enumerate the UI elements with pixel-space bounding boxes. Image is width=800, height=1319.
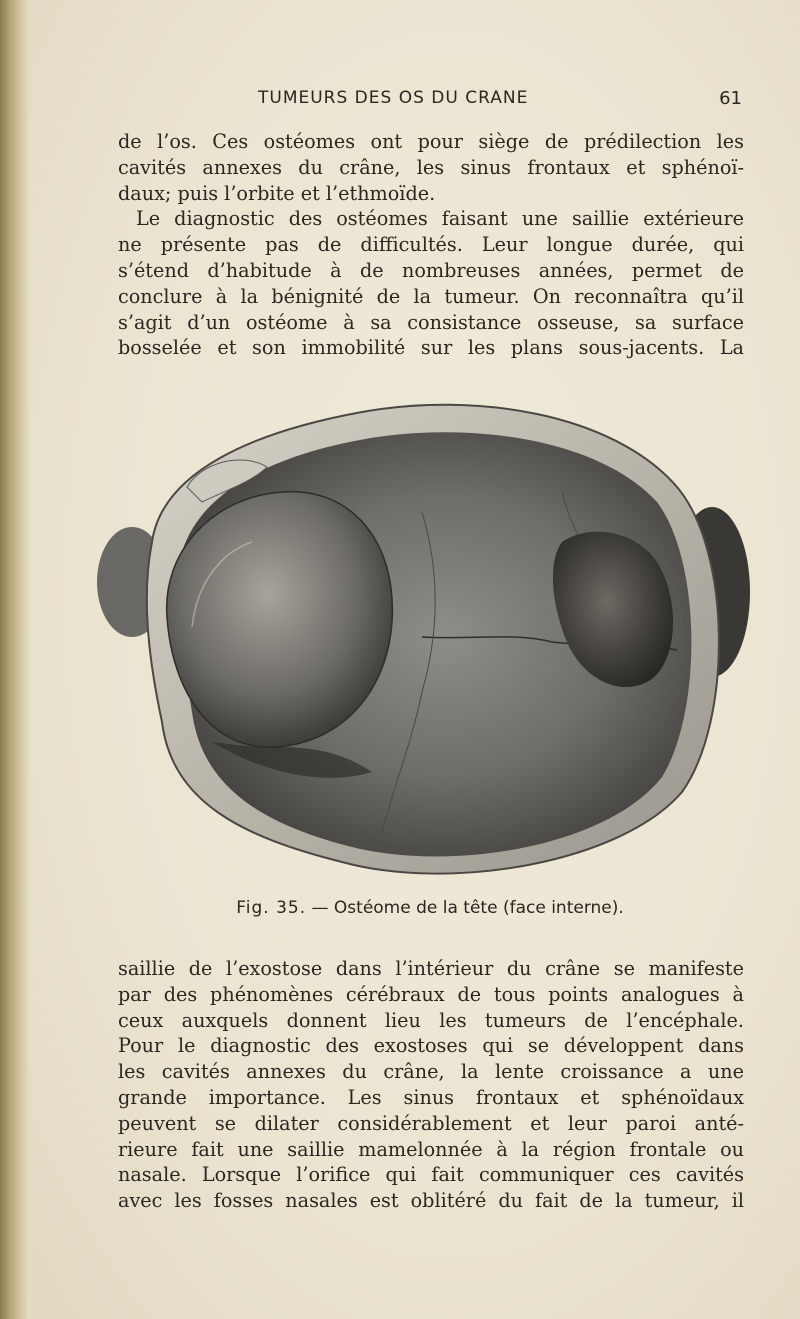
skull-interior-illustration [92,392,752,887]
text-line: bosselée et son immobilité sur les plans sous-jacents. La [118,336,744,360]
text-line: Pour le diagnostic des exostoses qui se développent dans [118,1034,744,1058]
text-line: par des phénomènes cérébraux de tous points analogues à [118,982,744,1006]
top-paragraph [118,129,744,361]
book-binding-edge [0,0,30,1319]
figure-number: Fig. 35. [236,898,307,918]
text-line: peuvent se dilater considérablement et leur paroi anté- [118,1111,744,1135]
figure-caption [90,898,770,918]
text-line: de l’os. Ces ostéomes ont pour siège de prédilection les [118,130,744,153]
page-number: 61 [719,88,742,109]
text-line: conclure à la bénignité de la tumeur. On reconnaîtra qu’il [118,284,744,308]
text-line: grande importance. Les sinus frontaux et sphénoïdaux [118,1085,744,1109]
text-line: les cavités annexes du crâne, la lente croissance a une [118,1060,744,1084]
running-title: TUMEURS DES OS DU CRANE [258,88,529,108]
book-page [30,0,800,1319]
text-line: avec les fosses nasales est oblitéré du fait de la tumeur, il [118,1189,744,1213]
text-line: ne présente pas de difficultés. Leur longue durée, qui [118,233,744,257]
bottom-paragraph [118,956,744,1214]
text-line: Le diagnostic des ostéomes faisant une saillie extérieure [136,207,744,231]
text-line: rieure fait une saillie mamelonnée à la région frontale ou [118,1137,744,1161]
skull-osteoma-figure [92,392,752,887]
text-line: daux; puis l’orbite et l’ethmoïde. [118,181,436,205]
text-line: saillie de l’exostose dans l’intérieur du crâne se manifeste [118,957,744,980]
text-line: s’agit d’un ostéome à sa consistance osseuse, sa surface [118,310,744,334]
text-line: cavités annexes du crâne, les sinus frontaux et sphénoï- [118,155,744,179]
running-head [90,88,742,116]
text-line: ceux auxquels donnent lieu les tumeurs de l’encéphale. [118,1008,744,1032]
text-line: nasale. Lorsque l’orifice qui fait communiquer ces cavités [118,1163,744,1187]
text-line: s’étend d’habitude à de nombreuses années, permet de [118,258,744,282]
figure-caption-text: — Ostéome de la tête (face interne). [311,898,624,918]
